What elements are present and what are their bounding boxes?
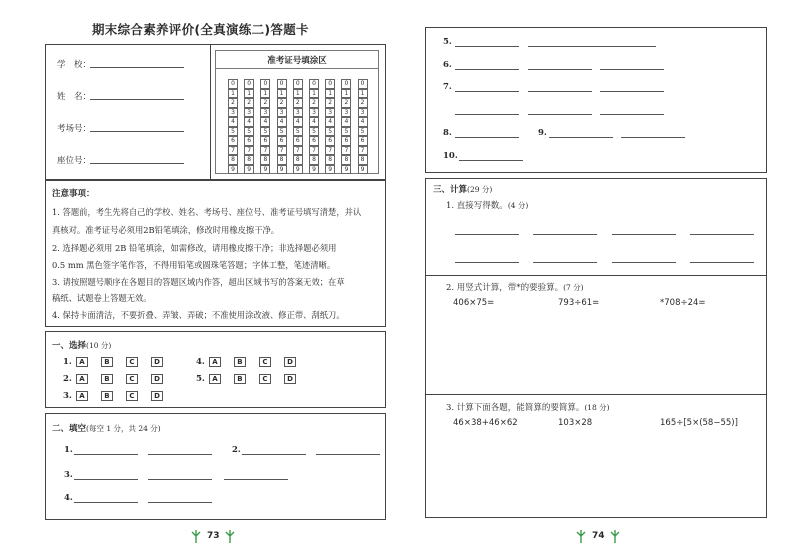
exam-id-digit-bubble[interactable]: 0: [277, 79, 287, 89]
choice-q2-b[interactable]: B: [101, 374, 113, 384]
page-title: 期末综合素养评价(全真演练二)答题卡: [92, 22, 309, 37]
choice-q4-num: 4.: [196, 357, 205, 367]
exam-id-digit-bubble[interactable]: 7: [293, 146, 303, 156]
exam-id-digit-bubble[interactable]: 1: [293, 89, 303, 99]
fill-continued-box: [425, 27, 767, 173]
choice-q1-num: 1.: [63, 357, 72, 367]
exam-id-digit-bubble[interactable]: 2: [228, 98, 238, 108]
calc-sub3-expr-2: 103×28: [558, 418, 593, 428]
exam-id-digit-bubble[interactable]: 0: [341, 79, 351, 89]
exam-id-digit-bubble[interactable]: 7: [260, 146, 270, 156]
choice-q2: [63, 374, 176, 384]
exam-id-digit-bubble[interactable]: 6: [358, 136, 368, 146]
exam-id-digit-bubble[interactable]: 1: [260, 89, 270, 99]
exam-id-digit-bubble[interactable]: 4: [358, 117, 368, 127]
exam-id-digit-bubble[interactable]: 9: [260, 165, 270, 175]
choice-q2-d[interactable]: D: [151, 374, 163, 384]
exam-id-digit-bubble[interactable]: 9: [277, 165, 287, 175]
exam-id-digit-bubble[interactable]: 6: [309, 136, 319, 146]
exam-id-digit-bubble[interactable]: 6: [277, 136, 287, 146]
notice-title: 注意事项：: [52, 189, 95, 199]
exam-id-digit-bubble[interactable]: 3: [309, 108, 319, 118]
calc-sub1-blank-6[interactable]: [533, 262, 597, 263]
exam-id-digit-bubble[interactable]: 8: [341, 155, 351, 165]
exam-id-digit-bubble[interactable]: 8: [309, 155, 319, 165]
fill-item-7-blank-f[interactable]: [600, 114, 664, 115]
field-room-line[interactable]: [90, 131, 184, 132]
calc-section-label: 三、计算: [433, 185, 468, 195]
exam-id-digit-bubble[interactable]: 5: [244, 127, 254, 137]
choice-section-label: 一、选择: [52, 341, 87, 351]
leaf-icon: [191, 529, 201, 543]
exam-id-digit-bubble[interactable]: 8: [325, 155, 335, 165]
exam-id-digit-bubble[interactable]: 8: [277, 155, 287, 165]
choice-q4-a[interactable]: A: [209, 357, 221, 367]
exam-id-column: [309, 79, 319, 174]
fill-item-1: 1.: [64, 445, 73, 455]
exam-id-digit-bubble[interactable]: 6: [325, 136, 335, 146]
exam-id-digit-bubble[interactable]: 5: [325, 127, 335, 137]
choice-q3-num: 3.: [63, 391, 72, 401]
choice-q5-b[interactable]: B: [234, 374, 246, 384]
notice-line-2: 真核对。准考证号必须用2B铅笔填涂，修改时用橡皮擦干净。: [52, 225, 280, 235]
exam-id-digit-bubble[interactable]: 8: [293, 155, 303, 165]
notice-line-1: 1. 答题前，考生先将自己的学校、姓名、考场号、座位号、准考证号填写清楚，并认: [52, 207, 362, 217]
notice-line-4: 0.5 mm 黑色签字笔作答，不得用铅笔或圆珠笔答题；字体工整，笔迹清晰。: [52, 260, 336, 270]
field-name-line[interactable]: [90, 99, 184, 100]
exam-id-digit-bubble[interactable]: 2: [325, 98, 335, 108]
calc-sub3-score: (18 分): [584, 403, 610, 412]
exam-id-digit-bubble[interactable]: 4: [325, 117, 335, 127]
exam-id-digit-bubble[interactable]: 9: [228, 165, 238, 175]
exam-id-digit-bubble[interactable]: 7: [244, 146, 254, 156]
exam-id-header: 准考证号填涂区: [267, 56, 327, 66]
choice-section-title: [52, 339, 111, 351]
fill-item-8: 8.: [443, 128, 452, 138]
choice-q3-a[interactable]: A: [76, 391, 88, 401]
exam-id-digit-bubble[interactable]: 8: [244, 155, 254, 165]
exam-id-digit-bubble[interactable]: 4: [277, 117, 287, 127]
fill-item-7-blank-c[interactable]: [600, 91, 664, 92]
exam-id-digit-bubble[interactable]: 6: [244, 136, 254, 146]
exam-id-digit-bubble[interactable]: 5: [277, 127, 287, 137]
calc-sub2-expr-3: *708÷24=: [660, 298, 706, 308]
fill-section-title: [52, 422, 161, 434]
choice-q3-d[interactable]: D: [151, 391, 163, 401]
calc-sub2-score: (7 分): [563, 283, 584, 292]
exam-id-digit-bubble[interactable]: 7: [358, 146, 368, 156]
choice-q2-a[interactable]: A: [76, 374, 88, 384]
exam-id-digit-bubble[interactable]: 8: [358, 155, 368, 165]
exam-id-digit-bubble[interactable]: 8: [228, 155, 238, 165]
exam-id-digit-bubble[interactable]: 5: [228, 127, 238, 137]
fill-item-5-blank-b[interactable]: [528, 46, 656, 47]
exam-id-digit-bubble[interactable]: 2: [341, 98, 351, 108]
exam-id-digit-bubble[interactable]: 6: [293, 136, 303, 146]
choice-q3-c[interactable]: C: [126, 391, 138, 401]
exam-id-digit-bubble[interactable]: 8: [260, 155, 270, 165]
field-name-label: 姓 名：: [57, 92, 92, 102]
exam-id-digit-bubble[interactable]: 2: [277, 98, 287, 108]
notice-line-6: 稿纸、试题卷上答题无效。: [52, 293, 152, 303]
notice-line-7: 4. 保持卡面清洁，不要折叠、弄皱、弄破；不准使用涂改液、修正带、刮纸刀。: [52, 310, 345, 320]
fill-item-7-blank-d[interactable]: [455, 114, 519, 115]
exam-id-digit-bubble[interactable]: 0: [309, 79, 319, 89]
exam-id-digit-bubble[interactable]: 1: [228, 89, 238, 99]
exam-id-column: [358, 79, 368, 174]
exam-id-column: [341, 79, 351, 174]
fill-item-6-blank-c[interactable]: [600, 69, 664, 70]
field-school-label: 学 校：: [57, 60, 92, 70]
fill-item-2: 2.: [232, 445, 241, 455]
choice-q5-a[interactable]: A: [209, 374, 221, 384]
exam-id-digit-bubble[interactable]: 9: [293, 165, 303, 175]
notice-line-5: 3. 请按照题号顺序在各题目的答题区域内作答，超出区域书写的答案无效；在草: [52, 277, 345, 287]
exam-id-digit-bubble[interactable]: 3: [277, 108, 287, 118]
exam-id-digit-bubble[interactable]: 9: [358, 165, 368, 175]
exam-id-digit-bubble[interactable]: 3: [244, 108, 254, 118]
calc-sub1-blank-4[interactable]: [690, 234, 754, 235]
exam-id-digit-bubble[interactable]: 1: [277, 89, 287, 99]
exam-id-digit-bubble[interactable]: 1: [309, 89, 319, 99]
exam-id-digit-bubble[interactable]: 4: [293, 117, 303, 127]
choice-q4-c[interactable]: C: [259, 357, 271, 367]
exam-id-digit-bubble[interactable]: 6: [341, 136, 351, 146]
choice-q5: [196, 374, 309, 384]
exam-id-digit-bubble[interactable]: 0: [293, 79, 303, 89]
fill-item-1-blank-b[interactable]: [148, 454, 212, 455]
exam-id-digit-bubble[interactable]: 9: [309, 165, 319, 175]
fill-item-3-blank-b[interactable]: [148, 479, 212, 480]
calc-sub2-expr-1: 406×75=: [453, 298, 495, 308]
calc-sub1-blank-3[interactable]: [612, 234, 676, 235]
fill-item-7-blank-a[interactable]: [455, 91, 519, 92]
exam-id-digit-bubble[interactable]: 7: [341, 146, 351, 156]
calc-sub3-expr-1: 46×38+46×62: [453, 418, 518, 428]
exam-id-digit-bubble[interactable]: 0: [325, 79, 335, 89]
exam-id-digit-bubble[interactable]: 2: [309, 98, 319, 108]
choice-q1-a[interactable]: A: [76, 357, 88, 367]
exam-id-column: [228, 79, 238, 174]
exam-id-digit-bubble[interactable]: 5: [358, 127, 368, 137]
exam-id-column: [277, 79, 287, 174]
exam-id-digit-bubble[interactable]: 2: [293, 98, 303, 108]
fill-item-1-blank-a[interactable]: [74, 454, 138, 455]
choice-q4-b[interactable]: B: [234, 357, 246, 367]
exam-id-digit-bubble[interactable]: 5: [260, 127, 270, 137]
choice-q5-num: 5.: [196, 374, 205, 384]
fill-item-5-blank-a[interactable]: [455, 46, 519, 47]
exam-id-digit-bubble[interactable]: 4: [244, 117, 254, 127]
exam-id-digit-bubble[interactable]: 3: [293, 108, 303, 118]
exam-id-digit-bubble[interactable]: 7: [277, 146, 287, 156]
page-number-left: 73: [207, 531, 220, 541]
exam-id-digit-bubble[interactable]: 6: [260, 136, 270, 146]
fill-item-3-blank-a[interactable]: [74, 479, 138, 480]
choice-q5-c[interactable]: C: [259, 374, 271, 384]
leaf-icon: [610, 529, 620, 543]
exam-id-digit-bubble[interactable]: 7: [228, 146, 238, 156]
calc-sub1-title: [446, 199, 528, 211]
exam-id-digit-bubble[interactable]: 7: [325, 146, 335, 156]
exam-id-column: [244, 79, 254, 174]
exam-id-digit-bubble[interactable]: 3: [325, 108, 335, 118]
choice-q4: [196, 357, 309, 367]
fill-item-8-blank-a[interactable]: [455, 137, 519, 138]
fill-item-10: 10.: [443, 151, 458, 161]
calc-sub2-divider: [425, 394, 767, 395]
fill-item-6-blank-b[interactable]: [528, 69, 592, 70]
exam-id-digit-bubble[interactable]: 1: [244, 89, 254, 99]
fill-item-3-blank-c[interactable]: [224, 479, 288, 480]
exam-id-digit-bubble[interactable]: 0: [228, 79, 238, 89]
exam-id-digit-bubble[interactable]: 9: [244, 165, 254, 175]
fill-item-7: 7.: [443, 82, 452, 92]
calc-sub3-expr-3: 165÷[5×(58−55)]: [660, 418, 738, 428]
calc-sub2-expr-2: 793÷61=: [558, 298, 600, 308]
fill-item-6: 6.: [443, 60, 452, 70]
fill-item-4: 4.: [64, 493, 73, 503]
exam-id-digit-bubble[interactable]: 1: [341, 89, 351, 99]
fill-item-9-blank-a[interactable]: [549, 137, 613, 138]
exam-id-digit-bubble[interactable]: 0: [244, 79, 254, 89]
fill-item-4-blank-a[interactable]: [74, 502, 138, 503]
fill-item-9: 9.: [538, 128, 547, 138]
fill-item-7-blank-b[interactable]: [528, 91, 592, 92]
exam-id-digit-bubble[interactable]: 4: [228, 117, 238, 127]
choice-q4-d[interactable]: D: [284, 357, 296, 367]
calc-sub1-blank-1[interactable]: [455, 234, 519, 235]
exam-id-digit-bubble[interactable]: 1: [325, 89, 335, 99]
exam-id-digit-bubble[interactable]: 9: [341, 165, 351, 175]
calc-sub1-label: 1. 直接写得数。: [446, 201, 508, 211]
fill-section-score: (每空 1 分，共 24 分): [86, 424, 161, 433]
field-seat-line[interactable]: [90, 163, 184, 164]
exam-id-digit-bubble[interactable]: 5: [293, 127, 303, 137]
exam-id-digit-bubble[interactable]: 3: [358, 108, 368, 118]
field-seat-label: 座位号：: [57, 156, 92, 166]
fill-item-3: 3.: [64, 470, 73, 480]
exam-id-digit-bubble[interactable]: 1: [358, 89, 368, 99]
exam-id-digit-bubble[interactable]: 2: [244, 98, 254, 108]
calc-sub3-title: [446, 401, 610, 413]
field-school-line[interactable]: [90, 67, 184, 68]
exam-id-digit-bubble[interactable]: 0: [260, 79, 270, 89]
notice-line-3: 2. 选择题必须用 2B 铅笔填涂，如需修改，请用橡皮擦干净；非选择题必须用: [52, 243, 337, 253]
exam-id-digit-bubble[interactable]: 6: [228, 136, 238, 146]
fill-item-4-blank-b[interactable]: [148, 502, 212, 503]
exam-id-digit-bubble[interactable]: 3: [341, 108, 351, 118]
choice-q2-c[interactable]: C: [126, 374, 138, 384]
exam-id-header-rule: [215, 68, 379, 69]
calc-sub1-blank-5[interactable]: [455, 262, 519, 263]
info-divider: [210, 44, 211, 180]
choice-q1: [63, 357, 176, 367]
fill-item-9-blank-b[interactable]: [621, 137, 685, 138]
choice-q1-d[interactable]: D: [151, 357, 163, 367]
fill-item-7-blank-e[interactable]: [528, 114, 592, 115]
calc-sub1-score: (4 分): [507, 201, 529, 210]
choice-q1-b[interactable]: B: [101, 357, 113, 367]
calc-sub2-label: 2. 用竖式计算，带*的要验算。: [446, 283, 564, 293]
calc-sub1-blank-8[interactable]: [690, 262, 754, 263]
choice-section-score: (10 分): [86, 341, 112, 350]
exam-id-digit-bubble[interactable]: 4: [309, 117, 319, 127]
exam-id-column: [260, 79, 270, 174]
exam-id-digit-bubble[interactable]: 2: [260, 98, 270, 108]
choice-q3: [63, 391, 176, 401]
calc-sub1-divider: [425, 275, 767, 276]
fill-section-label: 二、填空: [52, 424, 87, 434]
exam-id-digit-bubble[interactable]: 4: [341, 117, 351, 127]
fill-item-5: 5.: [443, 37, 452, 47]
exam-id-column: [325, 79, 335, 174]
calc-section-title: [433, 183, 492, 195]
exam-id-digit-bubble[interactable]: 3: [228, 108, 238, 118]
fill-item-10-blank-a[interactable]: [459, 160, 523, 161]
exam-id-digit-bubble[interactable]: 5: [309, 127, 319, 137]
exam-id-digit-bubble[interactable]: 3: [260, 108, 270, 118]
choice-q5-d[interactable]: D: [284, 374, 296, 384]
calc-section-box: [425, 178, 767, 518]
exam-id-digit-bubble[interactable]: 0: [358, 79, 368, 89]
fill-item-2-blank-a[interactable]: [242, 454, 306, 455]
calc-sub2-title: [446, 281, 584, 293]
page-number-right: 74: [592, 531, 605, 541]
calc-sub3-label: 3. 计算下面各题，能简算的要简算。: [446, 403, 585, 413]
exam-id-column: [293, 79, 303, 174]
exam-id-digit-bubble[interactable]: 9: [325, 165, 335, 175]
exam-id-digit-bubble[interactable]: 2: [358, 98, 368, 108]
leaf-icon: [225, 529, 235, 543]
fill-item-2-blank-b[interactable]: [316, 454, 380, 455]
calc-sub1-blank-7[interactable]: [612, 262, 676, 263]
choice-q1-c[interactable]: C: [126, 357, 138, 367]
fill-item-6-blank-a[interactable]: [455, 69, 519, 70]
exam-id-digit-bubble[interactable]: 4: [260, 117, 270, 127]
choice-q2-num: 2.: [63, 374, 72, 384]
exam-id-digit-bubble[interactable]: 5: [341, 127, 351, 137]
leaf-icon: [576, 529, 586, 543]
field-room-label: 考场号：: [57, 124, 92, 134]
exam-id-digit-bubble[interactable]: 7: [309, 146, 319, 156]
calc-section-score: (29 分): [467, 185, 493, 194]
calc-sub1-blank-2[interactable]: [533, 234, 597, 235]
choice-q3-b[interactable]: B: [101, 391, 113, 401]
